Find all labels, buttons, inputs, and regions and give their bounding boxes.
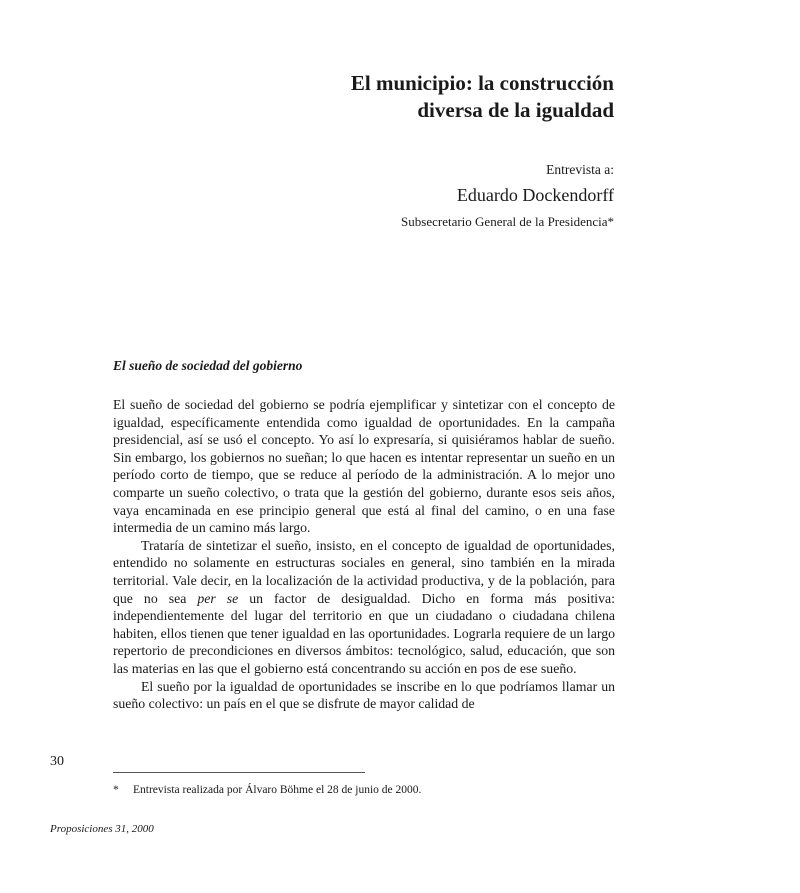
page-number: 30 <box>50 754 64 769</box>
article-title-line-2: diversa de la igualdad <box>417 98 614 122</box>
body-paragraph-2-italic: per se <box>197 590 239 606</box>
body-paragraph-3: El sueño por la igualdad de oportunidades se inscribe en lo que podríamos llamar un sueño colectivo: un país en el que se disfrute de mayor calidad de <box>113 678 615 712</box>
section-heading: El sueño de sociedad del gobierno <box>113 358 303 373</box>
footnote-text: Entrevista realizada por Álvaro Böhme el 28 de junio de 2000. <box>133 784 422 796</box>
article-title-line-1: El municipio: la construcción <box>350 71 614 95</box>
footnote-divider <box>113 772 365 773</box>
interviewee-name: Eduardo Dockendorff <box>456 185 614 205</box>
footnote <box>113 784 615 796</box>
interview-label: Entrevista a: <box>546 162 614 177</box>
interviewee-role: Subsecretario General de la Presidencia* <box>401 214 614 229</box>
body-paragraph-2-start: Trataría de sintetizar el sueño, insisto, en el concepto de igualdad de oportunidades, entendido no solamente en estructuras sociales en general, sino también en la mirada territorial. Vale decir, en la localización de la actividad productiva, y de la población, para que no sea <box>113 537 615 606</box>
body-paragraph-2-end: un factor de desigualdad. Dicho en forma más positiva: independientemente del lugar del territorio en que un ciudadano o ciudadana chilena habiten, ellos tienen que tener igualdad en las oportunidades. Lograrla requiere de un largo repertorio de precondiciones en diversos ámbitos: tecnológico, salud, educación, que son las materias en las que el gobierno está concentrando su acción en pos de ese sueño. <box>113 590 615 676</box>
interview-credit <box>194 160 614 232</box>
article-body <box>113 396 615 713</box>
article-title <box>194 70 614 124</box>
footnote-marker: * <box>113 784 119 796</box>
body-paragraph-2 <box>113 537 615 678</box>
body-paragraph-1: El sueño de sociedad del gobierno se podría ejemplificar y sintetizar con el concepto de igualdad, específicamente entendida como igualdad de oportunidades. En la campaña presidencial, así se usó el concepto. Yo así lo expresaría, si quisiéramos hablar de sueño. Sin embargo, los gobiernos no sueñan; lo que hacen es intentar representar un sueño en un período corto de tiempo, que se reduce al período de la administración. A lo mejor uno comparte un sueño colectivo, o trata que la gestión del gobierno, durante esos seis años, vaya encaminada en ese principio general que está al final del camino, o en una fase intermedia de un camino más largo. <box>113 397 615 536</box>
running-footer: Proposiciones 31, 2000 <box>50 823 154 835</box>
